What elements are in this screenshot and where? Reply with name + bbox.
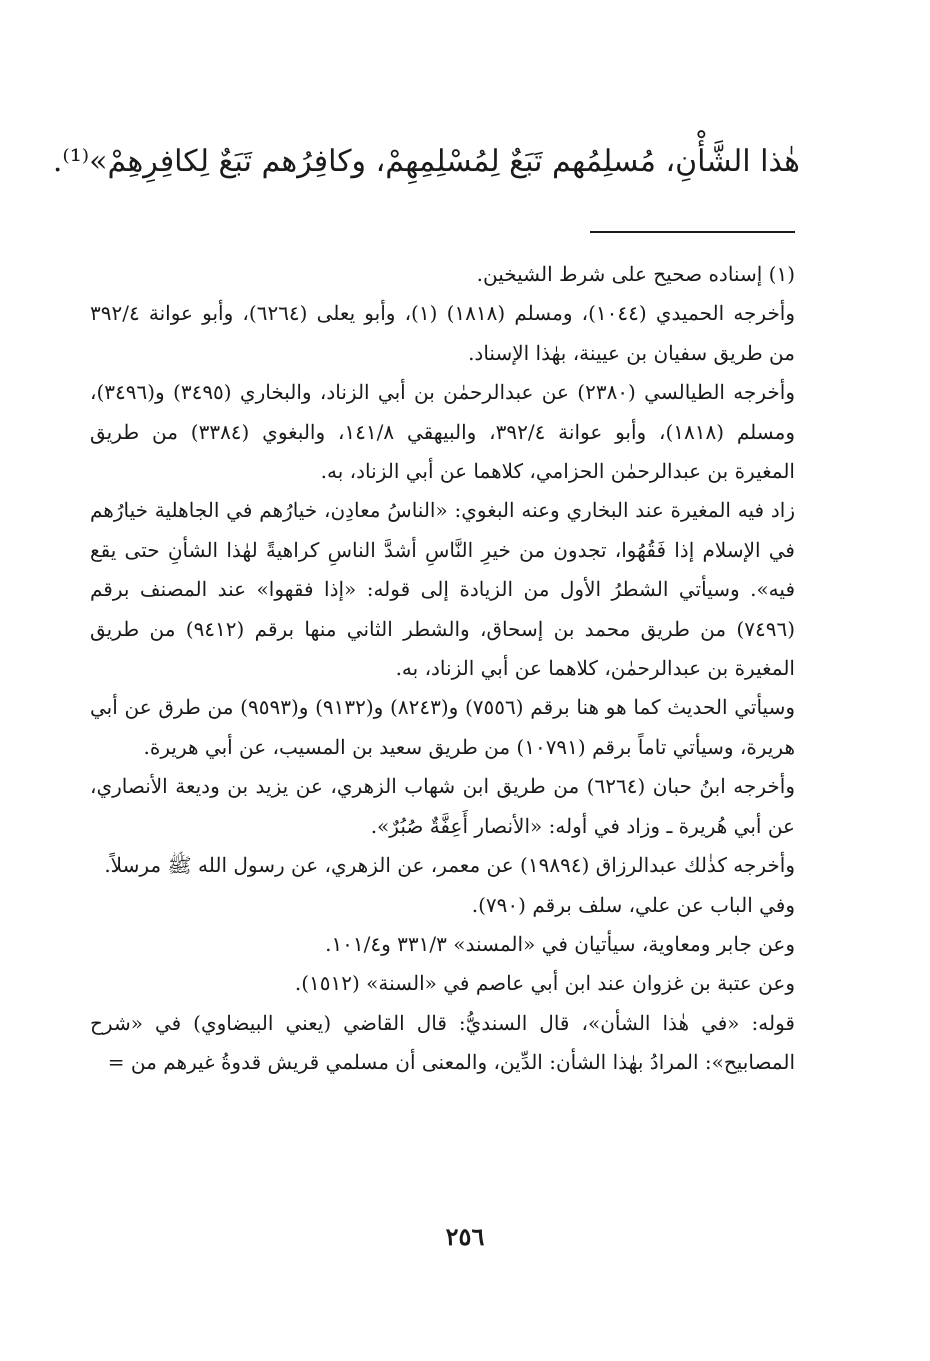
- footnote-paragraph: وأخرجه كذٰلك عبدالرزاق (١٩٨٩٤) عن معمر، عن الزهري، عن رسول الله ﷺ مرسلاً.: [104, 853, 795, 878]
- footnote-paragraph: زاد فيه المغيرة عند البخاري وعنه البغوي: «الناسُ معادِن، خيارُهم في الجاهلية خيارُهم في الإسلام إذا فَقُهُوا، تجدون من خيرِ النَّاسِ أشدَّ الناسِ كراهيةً لهٰذا الشأنِ حتى يقع فيه». وسيأتي الشطرُ الأول من الزيادة إلى قوله: «إذا فقهوا» عند المصنف برقم (٧٤٩٦) من طريق محمد بن إسحاق، والشطر الثاني منها برقم (٩٤١٢) من طريق المغيرة بن عبدالرحمٰن، كلاهما عن أبي الزناد، به.: [90, 498, 796, 681]
- footnote-paragraph: قوله: «في هٰذا الشأن»، قال السنديُّ: قال القاضي (يعني البيضاوي) في «شرح المصابيح»: المرادُ بهٰذا الشأن: الدِّين، والمعنى أن مسلمي قريش قدوةُ غيرهم من =: [90, 1010, 795, 1075]
- footnote-paragraph: وأخرجه الطيالسي (٢٣٨٠) عن عبدالرحمٰن بن أبي الزناد، والبخاري (٣٤٩٥) و(٣٤٩٦)، ومسلم (١٨١٨)، وأبو عوانة ٣٩٢/٤، والبيهقي ١٤١/٨، والبغوي (٣٣٨٤) من طريق المغيرة بن عبدالرحمٰن الحزامي، كلاهما عن أبي الزناد، به.: [90, 380, 796, 484]
- footnote-paragraph: وعن جابر ومعاوية، سيأتيان في «المسند» ٣٣١/٣ و١٠١/٤.: [325, 931, 795, 956]
- footnotes: [90, 255, 795, 1083]
- footnote-paragraph: وعن عتبة بن غزوان عند ابن أبي عاصم في «السنة» (١٥١٢).: [294, 971, 795, 996]
- footnote-paragraph: وأخرجه الحميدي (١٠٤٤)، ومسلم (١٨١٨) (١)، وأبو يعلى (٦٢٦٤)، وأبو عوانة ٣٩٢/٤ من طريق سفيان بن عيينة، بهٰذا الإسناد.: [90, 301, 796, 365]
- footnote-paragraph: وسيأتي الحديث كما هو هنا برقم (٧٥٥٦) و(٨٢٤٣) و(٩١٣٢) و(٩٥٩٣) من طرق عن أبي هريرة، وسيأتي تاماً برقم (١٠٧٩١) من طريق سعيد بن المسيب، عن أبي هريرة.: [90, 695, 796, 759]
- footnote-paragraph: وفي الباب عن علي، سلف برقم (٧٩٠).: [471, 892, 795, 917]
- footnote-1: (١) إسناده صحيح على شرط الشيخين.: [476, 262, 795, 286]
- page-number: ٢٥٦: [445, 1222, 485, 1251]
- footnote-separator: [590, 231, 795, 233]
- hadith-text: هٰذا الشَّأْنِ، مُسلِمُهم تَبَعٌ لِمُسْلِمِهِمْ، وكافِرُهم تَبَعٌ لِكافِرِهِمْ»⁽¹⁾.: [52, 144, 800, 179]
- footnote-paragraph: وأخرجه ابنُ حبان (٦٢٦٤) من طريق ابن شهاب الزهري، عن يزيد بن وديعة الأنصاري، عن أبي هُريرة ـ وزاد في أوله: «الأنصار أَعِفَّةٌ صُبُرٌ».: [90, 774, 795, 838]
